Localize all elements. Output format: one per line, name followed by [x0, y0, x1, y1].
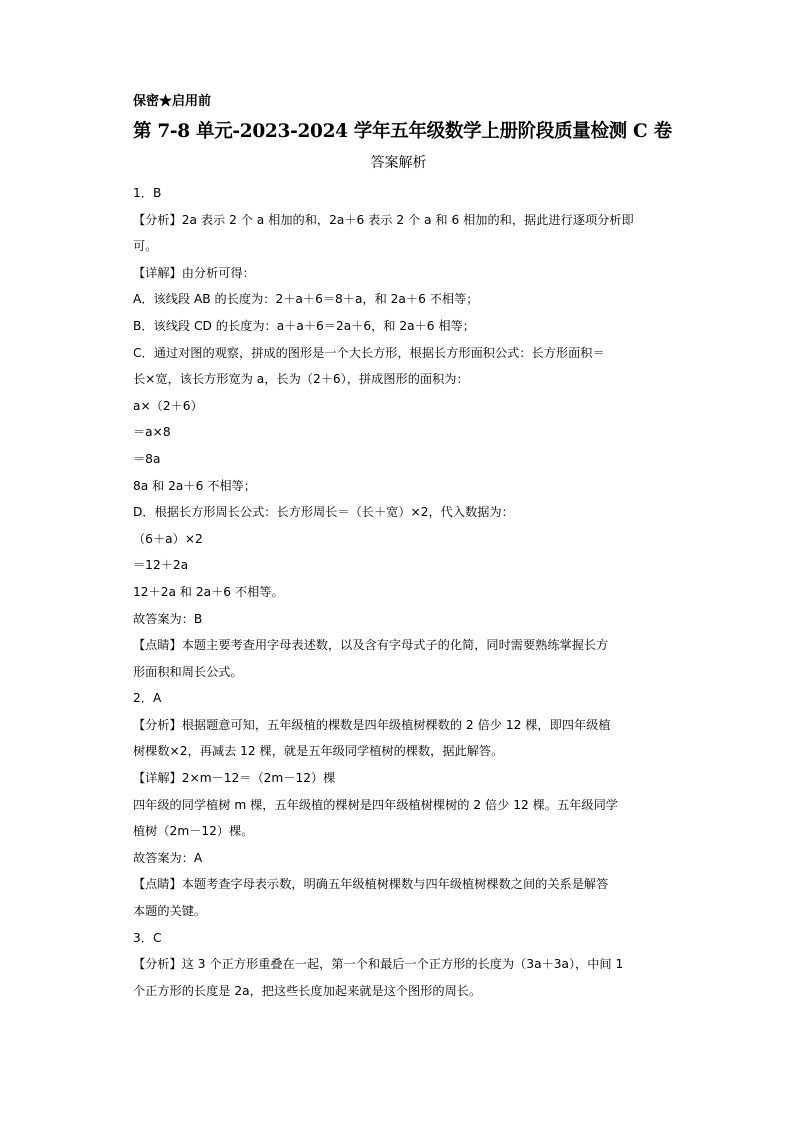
text-line: 【分析】这 3 个正方形重叠在一起，第一个和最后一个正方形的长度为（3a＋3a），中间 1 [133, 957, 624, 972]
text-line: 形面积和周长公式。 [133, 664, 243, 679]
text-line: 长×宽，该长方形宽为 a，长为（2＋6），拼成图形的面积为： [133, 372, 469, 387]
text-line: 个正方形的长度是 2a，把这些长度加起来就是这个图形的周长。 [133, 983, 482, 998]
exam-title: 第 7-8 单元-2023-2024 学年五年级数学上册阶段质量检测 C 卷 [133, 121, 672, 142]
text-line: 【分析】2a 表示 2 个 a 相加的和，2a＋6 表示 2 个 a 和 6 相加的和，据此进行逐项分析即 [133, 212, 634, 227]
text-line: 树棵数×2，再减去 12 棵，就是五年级同学植树的棵数，据此解答。 [133, 744, 504, 759]
text-line: 四年级的同学植树 m 棵，五年级植的棵树是四年级植树棵树的 2 倍少 12 棵。五年级同学 [133, 797, 618, 812]
answer-content [133, 180, 664, 1004]
text-line: 【点睛】本题主要考查用字母表述数，以及含有字母式子的化简，同时需要熟练掌握长方 [133, 638, 609, 653]
text-line: ＝12＋2a [133, 558, 189, 573]
text-line: 【分析】根据题意可知，五年级植的棵数是四年级植树棵数的 2 倍少 12 棵，即四年级植 [133, 717, 611, 732]
text-line: 植树（2m－12）棵。 [133, 824, 254, 839]
text-line: a×（2＋6） [133, 398, 203, 413]
text-line: ＝a×8 [133, 425, 171, 440]
text-line: B．该线段 CD 的长度为：a＋a＋6＝2a＋6，和 2a＋6 相等； [133, 318, 475, 333]
text-line: 可。 [133, 239, 158, 254]
text-line: （6＋a）×2 [133, 531, 203, 546]
text-line: 【点睛】本题考查字母表示数，明确五年级植树棵数与四年级植树棵数之间的关系是解答 [133, 877, 609, 892]
text-line: 1．B [133, 186, 162, 200]
text-line: C．通过对图的观察，拼成的图形是一个大长方形，根据长方形面积公式：长方形面积＝ [133, 345, 605, 360]
text-line: 【详解】由分析可得： [133, 265, 255, 280]
text-line: D．根据长方形周长公式：长方形周长＝（长＋宽）×2，代入数据为： [133, 505, 514, 520]
answer-analysis-heading: 答案解析 [370, 155, 427, 171]
confidential-label: 保密★启用前 [133, 94, 212, 109]
text-line: 故答案为：A [133, 850, 203, 865]
text-line: 12＋2a 和 2a＋6 不相等。 [133, 584, 284, 599]
text-line: 3．C [133, 930, 162, 945]
text-line: 本题的关键。 [133, 904, 207, 919]
text-line: 故答案为：B [133, 611, 203, 626]
text-line: A．该线段 AB 的长度为：2＋a＋6＝8＋a，和 2a＋6 不相等； [133, 292, 479, 307]
text-line: 8a 和 2a＋6 不相等； [133, 478, 256, 493]
text-line: 2．A [133, 691, 162, 706]
text-line: 【详解】2×m－12＝（2m－12）棵 [133, 771, 336, 786]
text-line: ＝8a [133, 451, 161, 466]
